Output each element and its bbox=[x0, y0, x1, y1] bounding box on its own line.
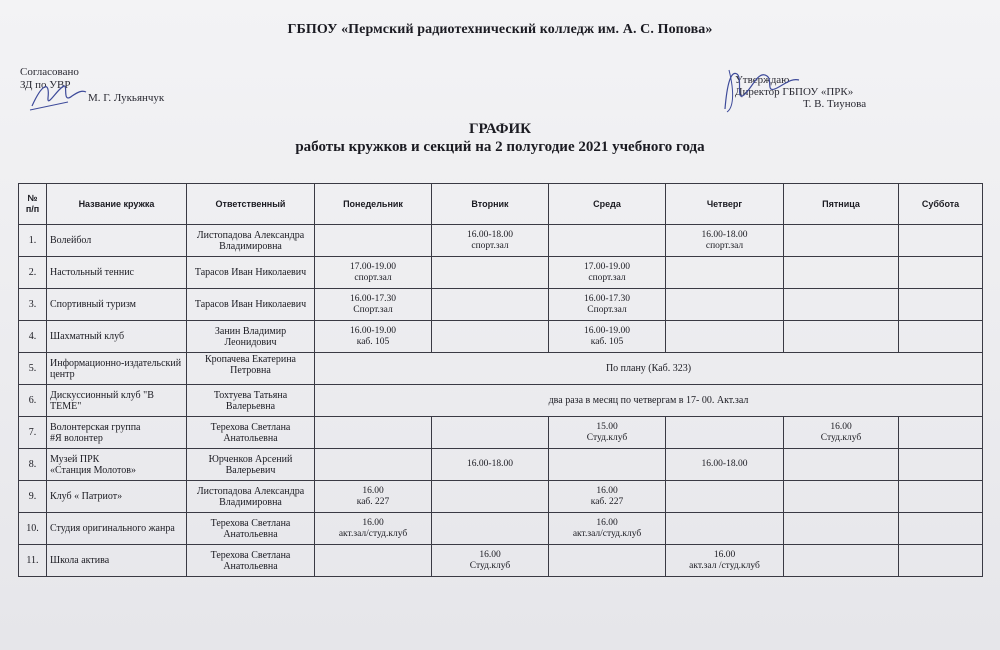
approval-left bbox=[20, 66, 165, 104]
cell-monday bbox=[315, 289, 432, 321]
cell-saturday bbox=[899, 321, 983, 353]
responsible-person: Тохтуева Татьяна Валерьевна bbox=[187, 385, 315, 417]
cell-tuesday bbox=[432, 257, 549, 289]
row-number: 3. bbox=[19, 289, 47, 321]
cell-wednesday bbox=[549, 225, 666, 257]
club-name bbox=[47, 417, 187, 449]
signature-left-icon bbox=[28, 76, 90, 116]
cell-monday bbox=[315, 545, 432, 577]
row-number: 2. bbox=[19, 257, 47, 289]
header-saturday: Суббота bbox=[899, 184, 983, 225]
approval-left-line1: Согласовано bbox=[20, 66, 79, 78]
row-number: 1. bbox=[19, 225, 47, 257]
cell-tuesday bbox=[432, 289, 549, 321]
slot-place: спорт.зал bbox=[471, 240, 509, 251]
slot-place: Студ.клуб bbox=[469, 560, 511, 571]
approval-left-signer: М. Г. Лукьянчук bbox=[88, 92, 165, 104]
table-row bbox=[19, 289, 983, 321]
slot-time: 16.00 bbox=[596, 485, 618, 496]
slot-place: Спорт.зал bbox=[587, 304, 627, 315]
slot-time: 16.00-18.00 bbox=[467, 459, 513, 469]
responsible-person: Юрченков Арсений Валерьевич bbox=[187, 449, 315, 481]
club-name: Клуб « Патриот» bbox=[47, 481, 187, 513]
cell-saturday bbox=[899, 257, 983, 289]
schedule-table bbox=[18, 183, 983, 577]
slot-time: 16.00 bbox=[713, 549, 736, 560]
cell-friday bbox=[784, 449, 899, 481]
cell-monday bbox=[315, 257, 432, 289]
row-number: 9. bbox=[19, 481, 47, 513]
responsible-person: Тарасов Иван Николаевич bbox=[187, 257, 315, 289]
document-title bbox=[0, 120, 1000, 156]
slot-place: акт.зал/студ.клуб bbox=[572, 528, 642, 539]
club-name: Дискуссионный клуб "В ТЕМЕ" bbox=[47, 385, 187, 417]
slot-time: 17.00-19.00 bbox=[584, 261, 630, 272]
cell-monday bbox=[315, 417, 432, 449]
club-name: Шахматный клуб bbox=[47, 321, 187, 353]
slot-place: спорт.зал bbox=[705, 240, 744, 251]
header-wednesday: Среда bbox=[549, 184, 666, 225]
slot-time: 17.00-19.00 bbox=[350, 261, 396, 272]
slot-place: каб. 227 bbox=[356, 496, 390, 507]
header-num-line2: п/п bbox=[25, 204, 40, 214]
slot-time: 16.00-17.30 bbox=[350, 293, 396, 304]
club-name-line1: Музей ПРК bbox=[50, 453, 100, 465]
schedule-span-cell: По плану (Каб. 323) bbox=[315, 353, 983, 385]
cell-wednesday bbox=[549, 417, 666, 449]
cell-friday bbox=[784, 225, 899, 257]
slot-place: каб. 227 bbox=[590, 496, 624, 507]
table-row bbox=[19, 417, 983, 449]
slot-place: спорт.зал bbox=[588, 272, 626, 283]
cell-friday bbox=[784, 545, 899, 577]
cell-wednesday bbox=[549, 513, 666, 545]
cell-wednesday bbox=[549, 289, 666, 321]
cell-thursday bbox=[666, 513, 784, 545]
title-line1: ГРАФИК bbox=[468, 121, 532, 137]
table-row bbox=[19, 481, 983, 513]
cell-tuesday bbox=[432, 417, 549, 449]
slot-time: 16.00 bbox=[479, 549, 501, 560]
slot-place: Студ.клуб bbox=[586, 432, 628, 443]
table-row bbox=[19, 257, 983, 289]
slot-time: 16.00-19.00 bbox=[584, 325, 630, 336]
club-name: Школа актива bbox=[47, 545, 187, 577]
cell-thursday bbox=[666, 289, 784, 321]
responsible-person: Листопадова Александра Владимировна bbox=[187, 225, 315, 257]
cell-tuesday bbox=[432, 449, 549, 481]
slot-place: каб. 105 bbox=[590, 336, 624, 347]
cell-saturday bbox=[899, 513, 983, 545]
responsible-person: Терехова Светлана Анатольевна bbox=[187, 417, 315, 449]
club-name-line2: «Станция Молотов» bbox=[50, 464, 136, 476]
cell-saturday bbox=[899, 449, 983, 481]
responsible-person: Листопадова Александра Владимировна bbox=[187, 481, 315, 513]
cell-saturday bbox=[899, 417, 983, 449]
slot-time: 16.00-17.30 bbox=[584, 293, 630, 304]
cell-thursday bbox=[666, 417, 784, 449]
approval-right bbox=[735, 74, 866, 110]
cell-tuesday bbox=[432, 545, 549, 577]
row-number: 7. bbox=[19, 417, 47, 449]
slot-time: 16.00-18.00 bbox=[467, 229, 513, 240]
cell-friday bbox=[784, 321, 899, 353]
table-row bbox=[19, 545, 983, 577]
slot-time: 16.00 bbox=[596, 517, 618, 528]
row-number: 8. bbox=[19, 449, 47, 481]
approval-right-line1: Утверждаю bbox=[735, 74, 790, 86]
row-number: 11. bbox=[19, 545, 47, 577]
cell-wednesday bbox=[549, 321, 666, 353]
slot-place: Студ.клуб bbox=[820, 432, 862, 443]
cell-saturday bbox=[899, 545, 983, 577]
cell-tuesday bbox=[432, 513, 549, 545]
cell-wednesday bbox=[549, 545, 666, 577]
slot-time: 16.00 bbox=[362, 485, 384, 496]
header-row bbox=[19, 184, 983, 225]
cell-wednesday bbox=[549, 257, 666, 289]
cell-monday bbox=[315, 449, 432, 481]
row-number: 10. bbox=[19, 513, 47, 545]
signature-right-icon bbox=[715, 64, 805, 114]
cell-friday bbox=[784, 417, 899, 449]
cell-monday bbox=[315, 321, 432, 353]
cell-wednesday bbox=[549, 481, 666, 513]
club-name-line1: Волонтерская группа bbox=[50, 421, 141, 433]
slot-place: акт.зал/студ.клуб bbox=[338, 528, 408, 539]
header-num-line1: № bbox=[27, 193, 38, 203]
cell-tuesday bbox=[432, 225, 549, 257]
row-number: 5. bbox=[19, 353, 47, 385]
slot-place: каб. 105 bbox=[356, 336, 390, 347]
cell-saturday bbox=[899, 289, 983, 321]
club-name: Волейбол bbox=[47, 225, 187, 257]
responsible-person: Кропачева Екатерина Петровна bbox=[187, 353, 315, 385]
slot-time: 16.00-18.00 bbox=[701, 459, 748, 469]
header-responsible: Ответственный bbox=[187, 184, 315, 225]
cell-thursday bbox=[666, 321, 784, 353]
club-name-line2: #Я волонтер bbox=[50, 432, 103, 444]
cell-friday bbox=[784, 257, 899, 289]
slot-time: 16.00-18.00 bbox=[701, 229, 748, 240]
table-row bbox=[19, 353, 983, 385]
cell-friday bbox=[784, 481, 899, 513]
responsible-person: Занин Владимир Леонидович bbox=[187, 321, 315, 353]
organization-header: ГБПОУ «Пермский радиотехнический колледж им. А. С. Попова» bbox=[287, 22, 713, 37]
approval-right-line2: Директор ГБПОУ «ПРК» bbox=[735, 86, 854, 98]
cell-tuesday bbox=[432, 481, 549, 513]
cell-thursday bbox=[666, 481, 784, 513]
responsible-person: Терехова Светлана Анатольевна bbox=[187, 513, 315, 545]
club-name bbox=[47, 449, 187, 481]
table-row bbox=[19, 385, 983, 417]
cell-monday bbox=[315, 225, 432, 257]
header-num bbox=[19, 184, 47, 225]
slot-place: акт.зал /студ.клуб bbox=[689, 560, 760, 571]
slot-time: 16.00 bbox=[830, 421, 852, 432]
slot-time: 16.00-19.00 bbox=[350, 325, 396, 336]
table-row bbox=[19, 513, 983, 545]
club-name: Настольный теннис bbox=[47, 257, 187, 289]
title-line2: работы кружков и секций на 2 полугодие 2021 учебного года bbox=[295, 139, 705, 155]
cell-thursday bbox=[666, 545, 784, 577]
table-row bbox=[19, 449, 983, 481]
header-name: Название кружка bbox=[47, 184, 187, 225]
slot-place: спорт.зал bbox=[354, 272, 392, 283]
cell-thursday bbox=[666, 257, 784, 289]
schedule-span-cell: два раза в месяц по четвергам в 17- 00. Акт.зал bbox=[315, 385, 983, 417]
table-row bbox=[19, 321, 983, 353]
cell-thursday bbox=[666, 225, 784, 257]
cell-saturday bbox=[899, 481, 983, 513]
slot-time: 15.00 bbox=[596, 421, 618, 432]
header-thursday: Четверг bbox=[666, 184, 784, 225]
approval-right-signer: Т. В. Тиунова bbox=[803, 98, 867, 110]
club-name: Информационно-издательский центр bbox=[47, 353, 187, 385]
cell-monday bbox=[315, 481, 432, 513]
row-number: 6. bbox=[19, 385, 47, 417]
row-number: 4. bbox=[19, 321, 47, 353]
cell-friday bbox=[784, 513, 899, 545]
cell-thursday bbox=[666, 449, 784, 481]
cell-wednesday bbox=[549, 449, 666, 481]
approval-left-line2: ЗД по УВР bbox=[20, 79, 71, 91]
club-name: Спортивный туризм bbox=[47, 289, 187, 321]
responsible-person: Терехова Светлана Анатольевна bbox=[187, 545, 315, 577]
header-monday: Понедельник bbox=[315, 184, 432, 225]
table-row bbox=[19, 225, 983, 257]
slot-place: Спорт.зал bbox=[353, 304, 393, 315]
slot-time: 16.00 bbox=[362, 517, 384, 528]
header-friday: Пятница bbox=[784, 184, 899, 225]
cell-tuesday bbox=[432, 321, 549, 353]
cell-friday bbox=[784, 289, 899, 321]
club-name: Студия оригинального жанра bbox=[47, 513, 187, 545]
header-tuesday: Вторник bbox=[432, 184, 549, 225]
cell-saturday bbox=[899, 225, 983, 257]
cell-monday bbox=[315, 513, 432, 545]
responsible-person: Тарасов Иван Николаевич bbox=[187, 289, 315, 321]
